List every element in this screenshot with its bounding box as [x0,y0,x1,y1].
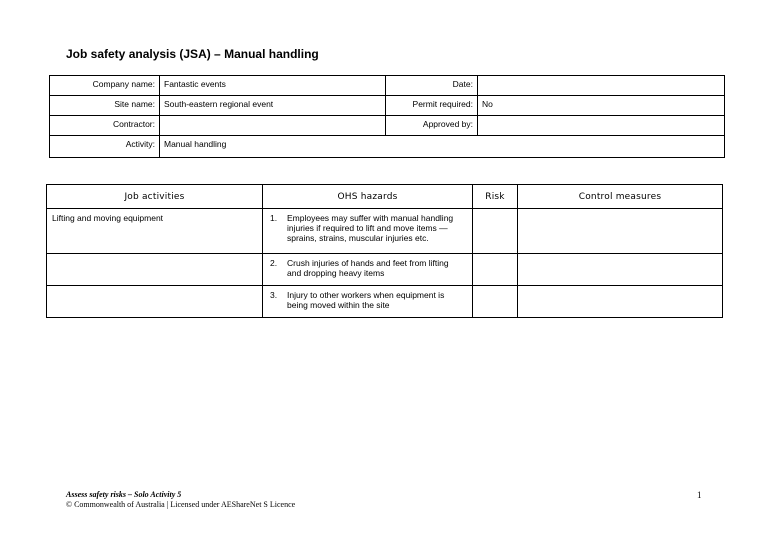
date-value [478,76,725,96]
risk-cell [473,209,518,254]
contractor-value [160,116,386,136]
info-row-site [50,96,725,116]
table-row [47,209,723,254]
contractor-label: Contractor: [50,116,160,136]
permit-required-value: No [478,96,725,116]
table-row [47,254,723,286]
control-measures-cell [518,286,723,318]
control-measures-cell [518,209,723,254]
header-ohs-hazards: OHS hazards [263,185,473,209]
page-number: 1 [697,490,702,500]
hazard-cell [263,254,473,286]
header-control-measures: Control measures [518,185,723,209]
hazard-number: 3. [270,290,278,300]
document-title: Job safety analysis (JSA) – Manual handling [66,47,319,61]
info-row-company [50,76,725,96]
company-name-label: Company name: [50,76,160,96]
jsa-hazard-table [46,184,723,318]
risk-cell [473,286,518,318]
footer-copyright: © Commonwealth of Australia | Licensed under AEShareNet S Licence [66,500,296,509]
hazard-number: 1. [270,213,278,223]
hazard-cell [263,209,473,254]
table-row [47,286,723,318]
hazard-text: Injury to other workers when equipment is being moved within the site [287,290,445,310]
job-activity-cell [47,286,263,318]
jsa-header-row [47,185,723,209]
site-name-value: South-eastern regional event [160,96,386,116]
info-row-contractor [50,116,725,136]
header-risk: Risk [473,185,518,209]
activity-value: Manual handling [160,136,725,158]
page-footer [66,490,295,510]
date-label: Date: [386,76,478,96]
footer-activity-title: Assess safety risks – Solo Activity 5 [66,490,182,499]
site-name-label: Site name: [50,96,160,116]
jsa-info-table [49,75,725,158]
activity-label: Activity: [50,136,160,158]
job-activity-cell [47,254,263,286]
company-name-value: Fantastic events [160,76,386,96]
approved-by-label: Approved by: [386,116,478,136]
control-measures-cell [518,254,723,286]
approved-by-value [478,116,725,136]
hazard-cell [263,286,473,318]
permit-required-label: Permit required: [386,96,478,116]
job-activity-cell: Lifting and moving equipment [47,209,263,254]
risk-cell [473,254,518,286]
header-job-activities: Job activities [47,185,263,209]
info-row-activity [50,136,725,158]
hazard-number: 2. [270,258,278,268]
hazard-text: Employees may suffer with manual handling injuries if required to lift and move items — sprains, strains, muscular injuries etc. [287,213,454,243]
hazard-text: Crush injuries of hands and feet from lifting and dropping heavy items [287,258,449,278]
